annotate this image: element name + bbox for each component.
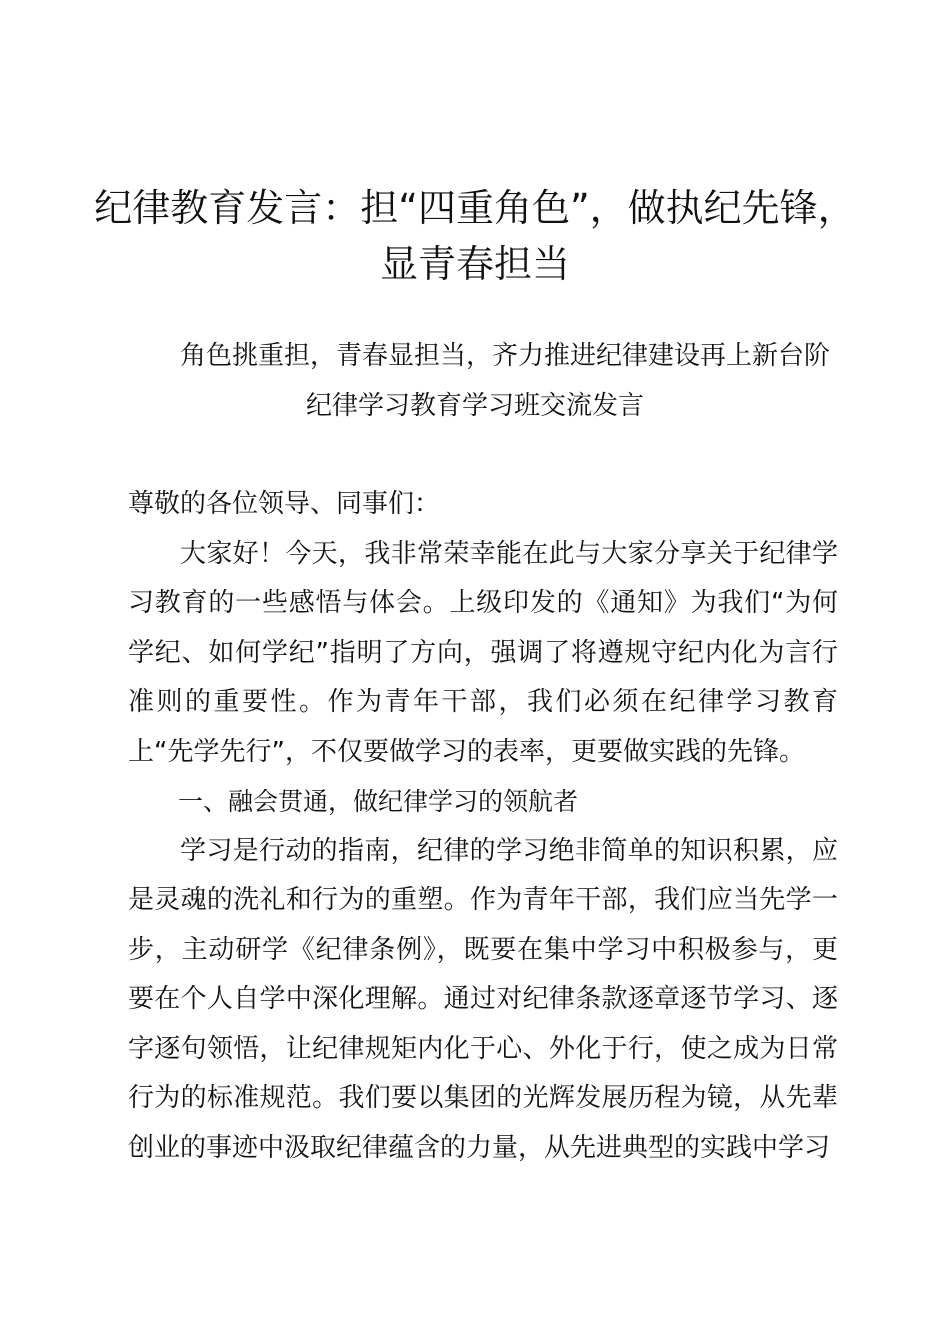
- section-heading-1: 一、融会贯通，做纪律学习的领航者: [178, 787, 579, 816]
- subtitle-line-1: 角色挑重担，青春显担当，齐力推进纪律建设再上新台阶: [179, 341, 830, 371]
- document-body: [128, 480, 838, 1173]
- subtitle-line-2: 纪律学习教育学习班交流发言: [305, 391, 644, 421]
- paragraph-intro: 大家好！今天，我非常荣幸能在此与大家分享关于纪律学习教育的一些感悟与体会。上级印发的《通知》为我们“为何学纪、如何学纪”指明了方向，强调了将遵规守纪内化为言行准则的重要性。作为青年干部，我们必须在纪律学习教育上“先学先行”，不仅要做学习的表率，更要做实践的先锋。: [128, 538, 838, 767]
- document-title: [0, 180, 950, 292]
- salutation: 尊敬的各位领导、同事们：: [128, 489, 441, 519]
- title-line-2: 显青春担当: [379, 242, 570, 286]
- title-line-1: 纪律教育发言：担“四重角色”，做执纪先锋，: [94, 186, 856, 230]
- paragraph-section-1: 学习是行动的指南，纪律的学习绝非简单的知识积累，应是灵魂的洗礼和行为的重塑。作为青年干部，我们应当先学一步，主动研学《纪律条例》，既要在集中学习中积极参与，更要在个人自学中深化理解。通过对纪律条款逐章逐节学习、逐字逐句领悟，让纪律规矩内化于心、外化于行，使之成为日常行为的标准规范。我们要以集团的光辉发展历程为镜，从先辈创业的事迹中汲取纪律蕴含的力量，从先进典型的实践中学习: [128, 835, 838, 1163]
